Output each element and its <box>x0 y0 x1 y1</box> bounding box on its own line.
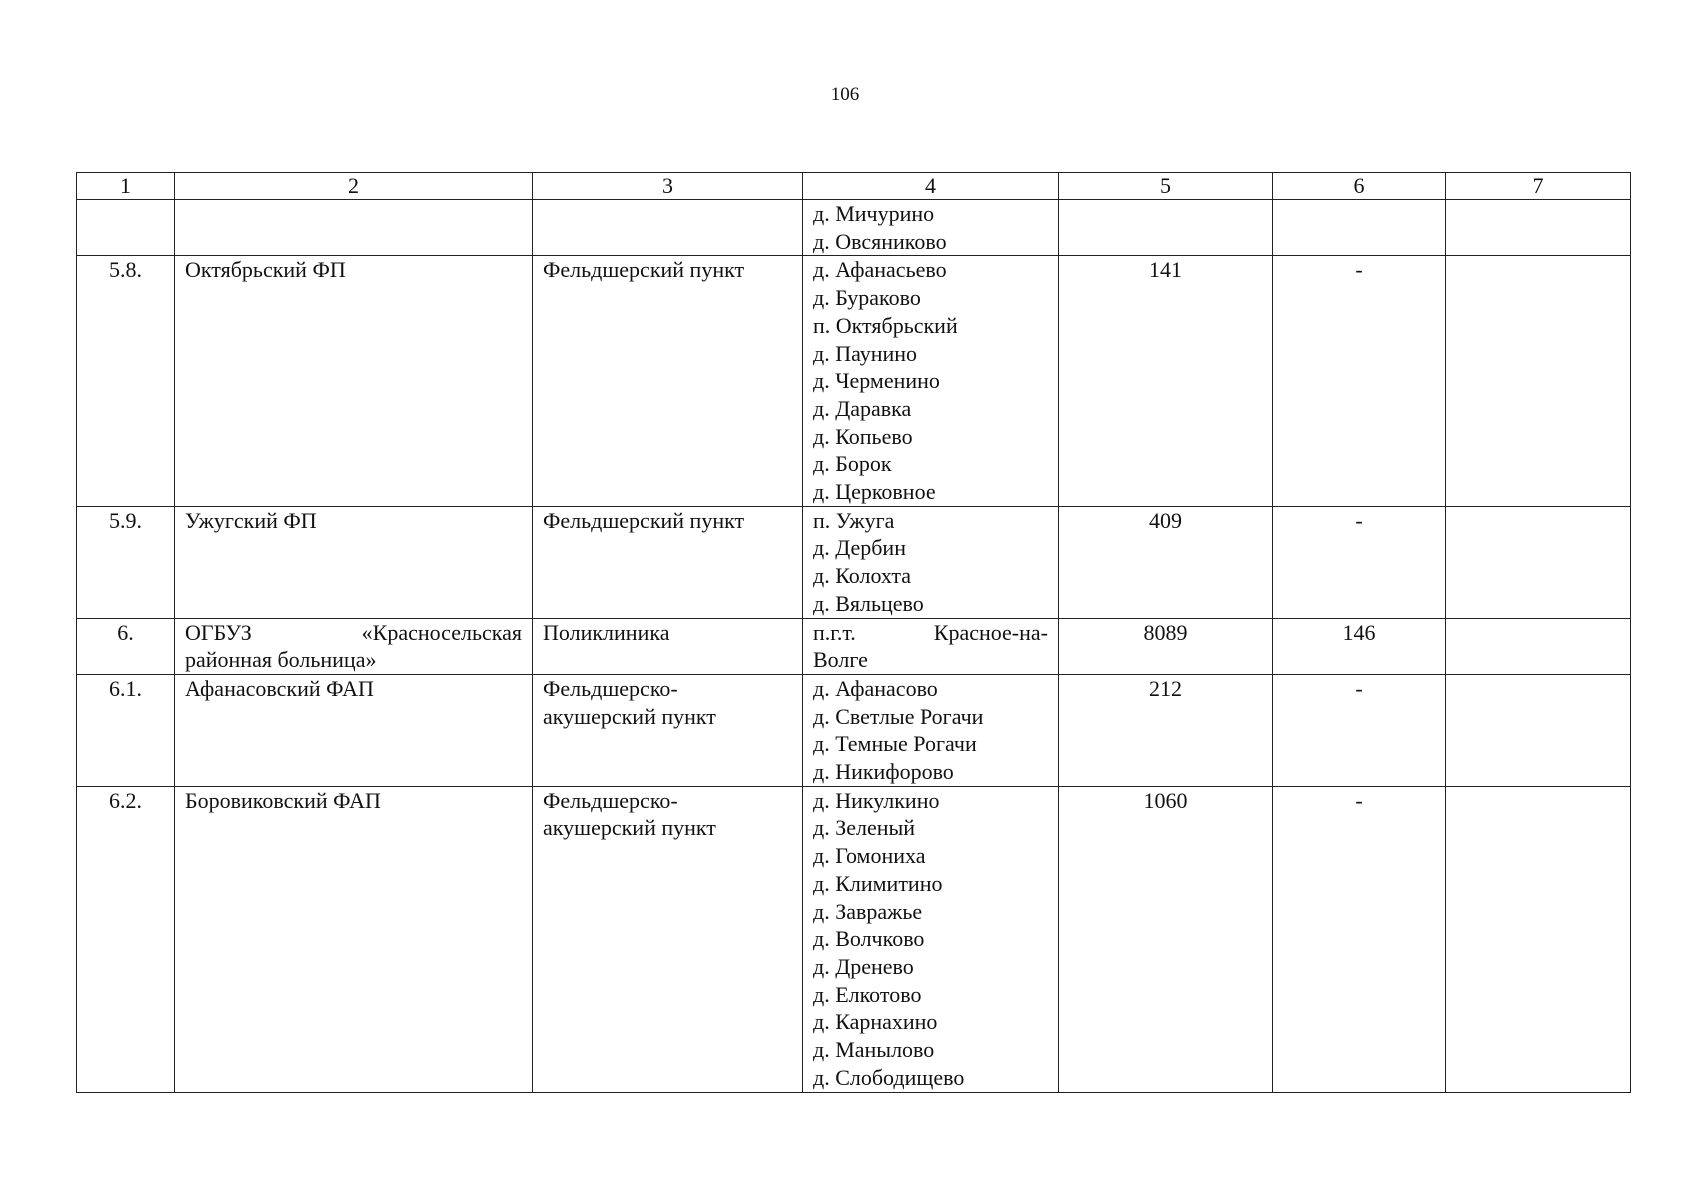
settlement-name: д. Черменино <box>813 368 940 394</box>
table-row <box>77 256 1631 506</box>
population-cell: 409 <box>1059 506 1273 618</box>
settlement-name: п.г.т. Красное-на- <box>813 619 1048 645</box>
column-6-cell: - <box>1273 786 1446 1092</box>
facility-type-line: Фельдшерский пункт <box>543 257 745 283</box>
row-number-cell <box>77 200 175 256</box>
settlements-cell <box>803 618 1059 674</box>
population-cell: 141 <box>1059 256 1273 506</box>
row-number-cell: 5.9. <box>77 506 175 618</box>
settlement-name: д. Елкотово <box>813 981 922 1007</box>
facility-type-line: Фельдшерско- <box>543 675 678 701</box>
table-row <box>77 786 1631 1092</box>
table-row <box>77 618 1631 674</box>
table-row <box>77 200 1631 256</box>
settlements-cell <box>803 674 1059 786</box>
settlement-name: д. Паунино <box>813 340 918 366</box>
column-6-cell: - <box>1273 506 1446 618</box>
population-cell <box>1059 200 1273 256</box>
table-row <box>77 674 1631 786</box>
settlement-name: д. Афанасово <box>813 675 938 701</box>
settlements-cell <box>803 256 1059 506</box>
facility-name-line: районная больница» <box>185 647 377 673</box>
settlements-cell <box>803 786 1059 1092</box>
facility-type-cell <box>533 256 803 506</box>
facility-name-line: ОГБУЗ «Красносельская <box>185 619 522 645</box>
settlement-name: д. Борок <box>813 451 892 477</box>
column-7-cell <box>1446 256 1631 506</box>
column-7-cell <box>1446 618 1631 674</box>
settlements-cell <box>803 200 1059 256</box>
settlement-name: д. Даравка <box>813 395 912 421</box>
settlements-cell <box>803 506 1059 618</box>
settlement-name: д. Овсяниково <box>813 228 947 254</box>
facility-type-cell <box>533 506 803 618</box>
population-cell: 8089 <box>1059 618 1273 674</box>
settlement-name: д. Церковное <box>813 479 936 505</box>
column-header: 2 <box>175 173 533 200</box>
row-number-cell: 6. <box>77 618 175 674</box>
column-header: 7 <box>1446 173 1631 200</box>
column-6-cell: - <box>1273 674 1446 786</box>
facility-name-cell <box>175 200 533 256</box>
row-number-cell: 6.1. <box>77 674 175 786</box>
facility-type-cell <box>533 618 803 674</box>
facility-name-line: Боровиковский ФАП <box>185 787 381 813</box>
facility-type-line: акушерский пункт <box>543 815 716 841</box>
settlement-name: д. Никулкино <box>813 787 940 813</box>
facility-name-cell <box>175 786 533 1092</box>
column-7-cell <box>1446 200 1631 256</box>
settlement-name: Волге <box>813 647 868 673</box>
settlement-name: д. Слободищево <box>813 1064 965 1090</box>
settlement-name: д. Колохта <box>813 563 912 589</box>
settlement-name: п. Октябрьский <box>813 312 958 338</box>
facility-name-cell <box>175 256 533 506</box>
facility-name-cell <box>175 506 533 618</box>
column-6-cell: 146 <box>1273 618 1446 674</box>
column-6-cell <box>1273 200 1446 256</box>
page-number: 106 <box>830 84 860 105</box>
column-header: 3 <box>533 173 803 200</box>
settlement-name: д. Завражье <box>813 898 923 924</box>
settlement-name: д. Дренево <box>813 953 914 979</box>
settlement-name: д. Вяльцево <box>813 590 924 616</box>
facility-type-cell <box>533 786 803 1092</box>
population-cell: 212 <box>1059 674 1273 786</box>
column-header: 5 <box>1059 173 1273 200</box>
facilities-table <box>76 172 1631 1093</box>
column-6-cell: - <box>1273 256 1446 506</box>
settlement-name: д. Темные Рогачи <box>813 731 977 757</box>
facility-name-line: Октябрьский ФП <box>185 257 346 283</box>
settlement-name: д. Афанасьево <box>813 257 947 283</box>
column-7-cell <box>1446 506 1631 618</box>
settlement-name: д. Дербин <box>813 535 906 561</box>
row-number-cell: 6.2. <box>77 786 175 1092</box>
settlement-name: д. Мичурино <box>813 201 935 226</box>
settlement-name: д. Никифорово <box>813 759 954 785</box>
facility-type-line: акушерский пункт <box>543 703 716 729</box>
settlement-name: д. Манылово <box>813 1037 935 1063</box>
facility-name-line: Ужугский ФП <box>185 507 317 533</box>
settlement-name: д. Бураково <box>813 285 921 311</box>
settlement-name: д. Гомониха <box>813 843 926 869</box>
column-header: 6 <box>1273 173 1446 200</box>
settlement-name: д. Климитино <box>813 870 943 896</box>
facility-type-cell <box>533 200 803 256</box>
facility-type-line: Поликлиника <box>543 619 670 645</box>
settlement-name: д. Копьево <box>813 423 913 449</box>
row-number-cell: 5.8. <box>77 256 175 506</box>
facility-type-line: Фельдшерский пункт <box>543 507 745 533</box>
facility-type-cell <box>533 674 803 786</box>
facility-name-line: Афанасовский ФАП <box>185 675 374 701</box>
settlement-name: д. Карнахино <box>813 1009 938 1035</box>
column-header: 4 <box>803 173 1059 200</box>
table-row <box>77 506 1631 618</box>
facility-name-cell <box>175 618 533 674</box>
population-cell: 1060 <box>1059 786 1273 1092</box>
settlement-name: п. Ужуга <box>813 507 895 533</box>
column-header: 1 <box>77 173 175 200</box>
facility-name-cell <box>175 674 533 786</box>
settlement-name: д. Зеленый <box>813 815 916 841</box>
facility-type-line: Фельдшерско- <box>543 787 678 813</box>
column-7-cell <box>1446 674 1631 786</box>
column-7-cell <box>1446 786 1631 1092</box>
settlement-name: д. Светлые Рогачи <box>813 703 984 729</box>
settlement-name: д. Волчково <box>813 926 925 952</box>
table-header-row <box>77 173 1631 200</box>
